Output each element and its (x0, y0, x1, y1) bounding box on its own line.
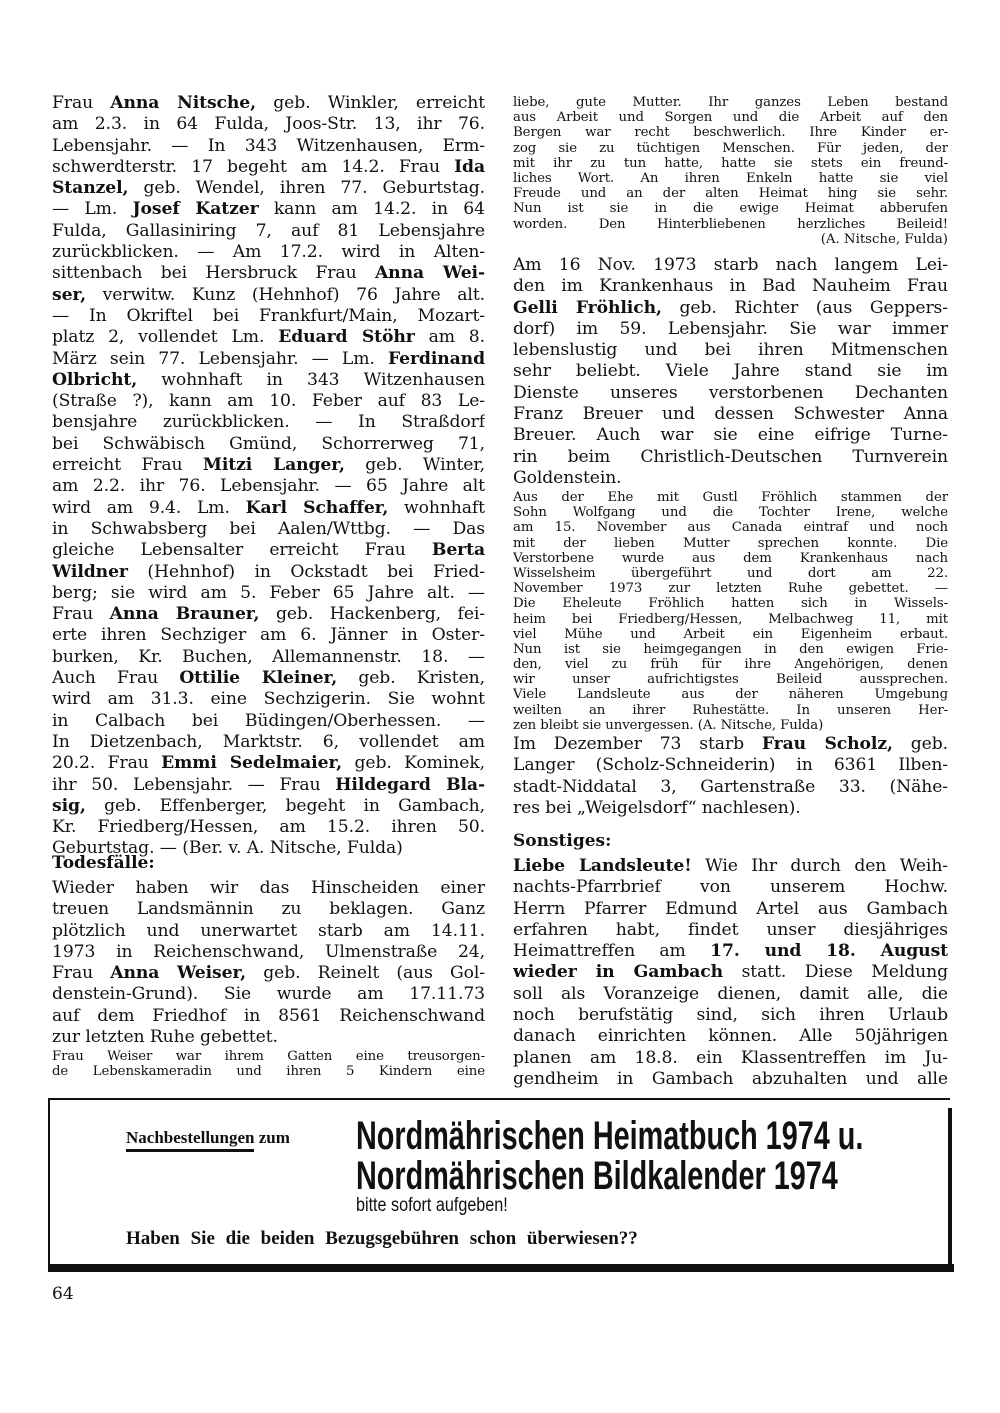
text-line: zen bleibt sie unvergessen. (A. Nitsche, Fulda) (513, 717, 824, 733)
text-line: wird am 31.3. eine Sechzigerin. Sie wohnt (52, 689, 485, 710)
text-line: Kr. Friedberg/Hessen, am 15.2. ihren 50. (52, 817, 485, 838)
froehlich-obituary-small (513, 490, 948, 733)
text-line: liebe, gute Mutter. Ihr ganzes Leben bestand (513, 95, 948, 110)
text-line: rin beim Christlich-Deutschen Turnverein (513, 446, 948, 467)
text-line: am 15. November aus Canada eintraf und noch (513, 520, 948, 536)
bold-name: Anna Nitsche, (110, 93, 257, 113)
text-line: den, viel zu früh für ihre Angehörigen, denen (513, 657, 948, 673)
bold-name: Ferdinand (387, 348, 485, 369)
text-line: burken, Kr. Buchen, Allemannenstr. 18. — (52, 646, 485, 667)
text-line: schwerdterstr. 17 begeht am 14.2. Frau Ida (52, 156, 485, 177)
scholz-notice (513, 734, 948, 819)
text-line: Wildner (Hehnhof) in Ockstadt bei Fried- (52, 561, 485, 582)
text-line: Die Eheleute Fröhlich hatten sich in Wissels- (513, 596, 948, 612)
text-line: gendheim in Gambach abzuhalten und alle (513, 1068, 948, 1089)
text-line: — In Okriftel bei Frankfurt/Main, Mozart- (52, 305, 485, 326)
text-line: soll als Voranzeige dienen, damit alle, die (513, 983, 948, 1004)
ad-prefix-underlined: Nachbestellungen (126, 1128, 254, 1152)
text-line: Franz Breuer und dessen Schwester Anna (513, 404, 948, 425)
text-line: heim bei Friedberg/Hessen, Melbachweg 11, mit (513, 611, 948, 627)
bold-name: Ida (454, 156, 485, 177)
text-line: Stanzel, geb. Wendel, ihren 77. Geburtstag. (52, 178, 485, 199)
text-line: sehr beliebt. Viele Jahre stand sie im (513, 361, 948, 382)
text-line: stadt-Niddatal 3, Gartenstraße 33. (Nähe- (513, 776, 948, 797)
ad-title-heimatbuch: Nordmährischen Heimatbuch 1974 u. (356, 1114, 864, 1158)
text-line: plötzlich und unerwartet starb am 14.11. (52, 920, 485, 941)
bold-name: Berta (431, 540, 485, 561)
text-line: (Straße ?), kann am 10. Feber auf 83 Le- (52, 391, 485, 412)
text-line: res bei „Weigelsdorf“ nachlesen). (513, 797, 801, 818)
text-line: zog sie zu tüchtigen Menschen. Für jeden, der (513, 140, 948, 156)
text-line: mit ihr zu tun hatte, hatte sie stets ein freund- (513, 155, 948, 171)
misc-paragraph (513, 856, 948, 1090)
text-line: Freude und an der alten Heimat hing sie sehr. (513, 186, 948, 202)
text-line: bensjahre zurückblicken. — In Straßdorf (52, 412, 485, 433)
text-line: erfahren habt, findet unser diesjähriges (513, 919, 948, 940)
text-line: ser, verwitw. Kunz (Hehnhof) 76 Jahre alt. (52, 284, 485, 305)
ad-payment-question: Haben Sie die beiden Bezugsgebühren schon überwiesen?? (126, 1228, 638, 1249)
advertisement-box (48, 1098, 950, 1272)
text-line: Olbricht, wohnhaft in 343 Witzenhausen (52, 369, 485, 390)
weiser-obituary (52, 878, 485, 1048)
text-line: November 1973 zur letzten Ruhe gebettet. — (513, 581, 948, 597)
text-line: de Lebenskameradin und ihren 5 Kindern eine (52, 1064, 485, 1080)
text-line: 20.2. Frau Emmi Sedelmaier, geb. Kominek, (52, 753, 485, 774)
ad-title-bildkalender: Nordmährischen Bildkalender 1974 (356, 1154, 838, 1198)
text-line: In Dietzenbach, Marktstr. 6, vollendet am (52, 731, 485, 752)
weiser-obituary-continued (513, 95, 948, 232)
text-line: gleiche Lebensalter erreicht Frau Berta (52, 540, 485, 561)
text-line: zur letzten Ruhe gebettet. (52, 1027, 278, 1048)
text-line: Viele Landsleute aus der näheren Umgebung (513, 687, 948, 703)
ad-prefix (126, 1128, 290, 1148)
text-line: treuen Landsmännin zu beklagen. Ganz (52, 899, 485, 920)
bold-name: Liebe Landsleute! (513, 856, 692, 876)
text-line: den im Krankenhaus in Bad Nauheim Frau (513, 276, 948, 297)
text-line: dorf) im 59. Lebensjahr. Sie war immer (513, 318, 948, 339)
text-line: Frau Anna Brauner, geb. Hackenberg, fei- (52, 604, 485, 625)
text-line: nachts-Pfarrbrief von unserem Hochw. (513, 877, 948, 898)
bold-name: Josef Katzer (132, 199, 259, 220)
text-line: planen am 18.8. ein Klassentreffen im Ju- (513, 1047, 948, 1068)
text-line: Herrn Pfarrer Edmund Artel aus Gambach (513, 898, 948, 919)
bold-name: wieder in Gambach (513, 962, 724, 983)
text-line: noch berufstätig sind, sich ihren Urlaub (513, 1005, 948, 1026)
text-line: — Lm. Josef Katzer kann am 14.2. in 64 (52, 199, 485, 220)
bold-name: 17. und 18. August (710, 941, 948, 962)
text-line: worden. Den Hinterbliebenen herzliches Beileid! (513, 216, 948, 232)
text-line: wieder in Gambach statt. Diese Meldung (513, 962, 948, 983)
text-line: bei Schwäbisch Gmünd, Schorrerweg 71, (52, 433, 485, 454)
text-line: 1973 in Reichenschwand, Ulmenstraße 24, (52, 941, 485, 962)
text-line: Geburtstag. — (Ber. v. A. Nitsche, Fulda) (52, 838, 403, 859)
text-line: Nun ist sie in die ewige Heimat abberufen (513, 201, 948, 217)
text-line: danach einrichten können. Alle 50jährigen (513, 1026, 948, 1047)
text-line: Bergen war recht beschwerlich. Ihre Kinder er- (513, 125, 948, 141)
text-line: viel Mühe und Arbeit ein Eigenheim erbaut. (513, 626, 948, 642)
bold-name: Emmi Sedelmaier, (161, 753, 343, 774)
text-line: am 2.3. in 64 Fulda, Joos-Str. 13, ihr 76. (52, 114, 485, 135)
text-line: am 2.2. ihr 76. Lebensjahr. — 65 Jahre alt (52, 476, 485, 497)
text-line: Langer (Scholz-Schneiderin) in 6361 Ilben- (513, 755, 948, 776)
text-line: Gelli Fröhlich, geb. Richter (aus Geppers- (513, 297, 948, 318)
text-line: in Calbach bei Büdingen/Oberhessen. — (52, 710, 485, 731)
froehlich-obituary (513, 255, 948, 489)
text-line: Breuer. Auch war sie eine eifrige Turne- (513, 425, 948, 446)
bold-name: Wildner (52, 561, 128, 582)
bold-name: ser, (52, 284, 86, 305)
text-line: erte ihren Sechziger am 6. Jänner in Oster- (52, 625, 485, 646)
bold-name: sig, (52, 795, 86, 816)
text-line: sig, geb. Effenberger, begeht in Gambach, (52, 795, 485, 816)
text-line: auf dem Friedhof in 8561 Reichenschwand (52, 1005, 485, 1026)
text-line: Goldenstein. (513, 467, 622, 488)
ad-instruction: bitte sofort aufgeben! (356, 1195, 508, 1216)
misc-heading: Sonstiges: (513, 831, 612, 851)
text-line: Frau Anna Nitsche, geb. Winkler, erreicht (52, 93, 485, 113)
bold-name: Ottilie Kleiner, (179, 668, 338, 689)
text-line: wird am 9.4. Lm. Karl Schaffer, wohnhaft (52, 497, 485, 518)
bold-name: Stanzel, (52, 178, 129, 199)
bold-name: Olbricht, (52, 369, 138, 390)
weiser-obituary-small (52, 1049, 485, 1079)
text-line: in Schwabsberg bei Aalen/Wttbg. — Das (52, 518, 485, 539)
text-line: sittenbach bei Hersbruck Frau Anna Wei- (52, 263, 485, 284)
text-line: Im Dezember 73 starb Frau Scholz, geb. (513, 734, 948, 754)
text-line: aus Arbeit und Sorgen und die Arbeit auf den (513, 110, 948, 126)
weiser-credit: (A. Nitsche, Fulda) (820, 232, 948, 247)
bold-name: Anna Brauner, (109, 604, 260, 625)
text-line: März sein 77. Lebensjahr. — Lm. Ferdinand (52, 348, 485, 369)
text-line: Lebensjahr. — In 343 Witzenhausen, Erm- (52, 135, 485, 156)
text-line: erreicht Frau Mitzi Langer, geb. Winter, (52, 455, 485, 476)
text-line: Dienste unseres verstorbenen Dechanten (513, 382, 948, 403)
text-line: mit der lieben Mutter sprechen konnte. Die (513, 535, 948, 551)
text-line: lebenslustig und bei ihren Mitmenschen (513, 340, 948, 361)
text-line: wir unser aufrichtigstes Beileid aussprechen. (513, 672, 948, 688)
text-line: denstein-Grund). Sie wurde am 17.11.73 (52, 984, 485, 1005)
ad-zum: zum (258, 1128, 290, 1147)
text-line: zurückblicken. — Am 17.2. wird in Alten- (52, 242, 485, 263)
text-line: liches Wort. An ihren Enkeln hatte sie viel (513, 170, 948, 186)
text-line: Liebe Landsleute! Wie Ihr durch den Weih- (513, 856, 948, 876)
text-line: Am 16 Nov. 1973 starb nach langem Lei- (513, 255, 948, 275)
text-line: Auch Frau Ottilie Kleiner, geb. Kristen, (52, 668, 485, 689)
bold-name: Anna Wei- (374, 263, 485, 284)
text-line: Wisselsheim übergeführt und dort am 22. (513, 565, 948, 581)
text-line: Verstorbene wurde aus dem Krankenhaus nach (513, 550, 948, 566)
bold-name: Eduard Stöhr (278, 327, 415, 348)
text-line: weilten an ihrer Ruhestätte. In unseren Her- (513, 702, 948, 718)
page-number: 64 (52, 1284, 74, 1304)
birthdays-paragraph (52, 93, 485, 860)
text-line: Nun ist sie heimgegangen in den ewigen Frie- (513, 641, 948, 657)
text-line: Wieder haben wir das Hinscheiden einer (52, 878, 485, 898)
bold-name: Hildegard Bla- (335, 774, 485, 795)
deaths-heading: Todesfälle: (52, 853, 155, 873)
bold-name: Anna Weiser, (110, 963, 247, 984)
text-line: Heimattreffen am 17. und 18. August (513, 941, 948, 962)
bold-name: Gelli Fröhlich, (513, 297, 662, 318)
text-line: Frau Anna Weiser, geb. Reinelt (aus Gol- (52, 963, 485, 984)
ad-bottom-border (48, 1264, 954, 1272)
text-line: ihr 50. Lebensjahr. — Frau Hildegard Bla- (52, 774, 485, 795)
text-line: platz 2, vollendet Lm. Eduard Stöhr am 8. (52, 327, 485, 348)
text-line: berg; sie wird am 5. Feber 65 Jahre alt. — (52, 582, 485, 603)
ad-right-border (948, 1108, 952, 1268)
text-line: Fulda, Gallasiniring 7, auf 81 Lebensjahre (52, 220, 485, 241)
bold-name: Frau Scholz, (761, 734, 893, 754)
bold-name: Karl Schaffer, (245, 497, 389, 518)
text-line: Aus der Ehe mit Gustl Fröhlich stammen der (513, 490, 948, 505)
bold-name: Mitzi Langer, (202, 455, 345, 476)
text-line: Frau Weiser war ihrem Gatten eine treusorgen- (52, 1049, 485, 1064)
text-line: Sohn Wolfgang und die Tochter Irene, welche (513, 505, 948, 521)
